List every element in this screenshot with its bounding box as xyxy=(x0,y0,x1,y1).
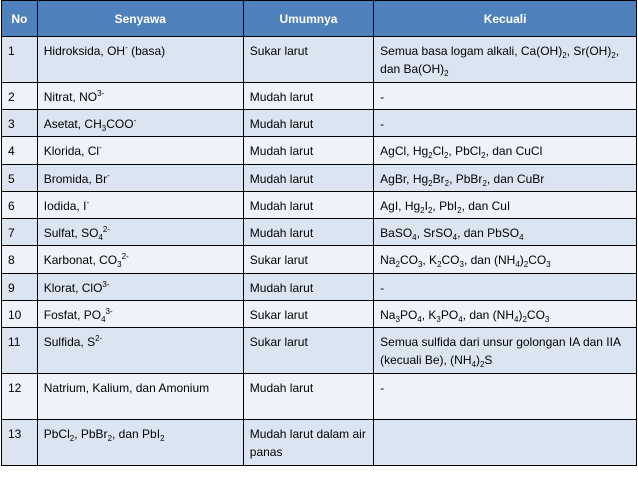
cell-umumnya: Mudah larut xyxy=(243,83,373,110)
table-row xyxy=(2,137,637,164)
cell-no: 4 xyxy=(2,137,38,164)
cell-senyawa: Sulfat, $SO_4^{2-}$ xyxy=(37,219,243,246)
cell-no: 8 xyxy=(2,246,38,273)
cell-kecuali: - xyxy=(374,83,637,110)
cell-senyawa: Natrium, Kalium, dan Amonium xyxy=(37,374,243,420)
cell-senyawa: Asetat, $CH_3COO^-$ xyxy=(37,110,243,137)
cell-kecuali: $Na_3PO_4$, $K_3PO_4$, dan $(NH_4)_2CO_3$ xyxy=(374,300,637,327)
cell-kecuali xyxy=(374,420,637,466)
cell-no: 12 xyxy=(2,374,38,420)
cell-kecuali: Semua basa logam alkali, $Ca(OH)_2$, $Sr(OH)_2$, dan $Ba(OH)_2$ xyxy=(374,37,637,83)
cell-no: 9 xyxy=(2,273,38,300)
cell-senyawa: Fosfat, $PO_4^{3-}$ xyxy=(37,300,243,327)
table-row xyxy=(2,164,637,191)
table-row xyxy=(2,300,637,327)
cell-senyawa: Iodida, I- xyxy=(37,191,243,218)
header-kecuali: Kecuali xyxy=(374,1,637,37)
header-umumnya: Umumnya xyxy=(243,1,373,37)
header-no: No xyxy=(2,1,38,37)
cell-senyawa: Klorat, ClO$^{3-}$ xyxy=(37,273,243,300)
cell-senyawa: Sulfida, $S^{2-}$ xyxy=(37,328,243,374)
cell-umumnya: Mudah larut xyxy=(243,110,373,137)
cell-kecuali: BaSO$_4$, SrSO$_4$, dan PbSO$_4$ xyxy=(374,219,637,246)
solubility-table xyxy=(1,0,637,466)
cell-kecuali: $Na_2CO_3$, $K_2CO_3$, dan $(NH_4)_2CO_3$ xyxy=(374,246,637,273)
table-row xyxy=(2,37,637,83)
cell-kecuali: - xyxy=(374,374,637,420)
cell-kecuali: Semua sulfida dari unsur golongan IA dan IIA (kecuali Be), $(NH_4)_2S$ xyxy=(374,328,637,374)
cell-umumnya: Sukar larut xyxy=(243,300,373,327)
table-row xyxy=(2,374,637,420)
table-row xyxy=(2,191,637,218)
cell-no: 11 xyxy=(2,328,38,374)
table-row xyxy=(2,219,637,246)
cell-umumnya: Mudah larut xyxy=(243,137,373,164)
cell-senyawa: Bromida, Br- xyxy=(37,164,243,191)
cell-umumnya: Sukar larut xyxy=(243,328,373,374)
cell-senyawa: Karbonat, $CO_3^{2-}$ xyxy=(37,246,243,273)
cell-umumnya: Mudah larut dalam air panas xyxy=(243,420,373,466)
cell-senyawa: Klorida, Cl- xyxy=(37,137,243,164)
table-row xyxy=(2,420,637,466)
cell-no: 10 xyxy=(2,300,38,327)
cell-umumnya: Mudah larut xyxy=(243,374,373,420)
cell-senyawa: PbCl$_2$, PbBr$_2$, dan PbI$_2$ xyxy=(37,420,243,466)
cell-umumnya: Mudah larut xyxy=(243,191,373,218)
cell-umumnya: Sukar larut xyxy=(243,37,373,83)
cell-no: 6 xyxy=(2,191,38,218)
cell-umumnya: Mudah larut xyxy=(243,219,373,246)
cell-kecuali: - xyxy=(374,110,637,137)
cell-umumnya: Mudah larut xyxy=(243,164,373,191)
cell-kecuali: AgBr, $Hg_2Br_2$, PbBr$_2$, dan CuBr xyxy=(374,164,637,191)
table-row xyxy=(2,246,637,273)
cell-no: 13 xyxy=(2,420,38,466)
cell-no: 5 xyxy=(2,164,38,191)
cell-kecuali: AgCl, $Hg_2Cl_2$, PbCl$_2$, dan CuCl xyxy=(374,137,637,164)
cell-kecuali: AgI, $Hg_2I_2$, PbI$_2$, dan CuI xyxy=(374,191,637,218)
header-row xyxy=(2,1,637,37)
cell-no: 2 xyxy=(2,83,38,110)
cell-kecuali: - xyxy=(374,273,637,300)
cell-senyawa: Nitrat, $NO^{3-}$ xyxy=(37,83,243,110)
table-row xyxy=(2,273,637,300)
cell-umumnya: Sukar larut xyxy=(243,246,373,273)
table-row xyxy=(2,328,637,374)
table-row xyxy=(2,83,637,110)
header-senyawa: Senyawa xyxy=(37,1,243,37)
table-row xyxy=(2,110,637,137)
cell-senyawa: Hidroksida, OH- (basa) xyxy=(37,37,243,83)
cell-no: 7 xyxy=(2,219,38,246)
cell-umumnya: Mudah larut xyxy=(243,273,373,300)
cell-no: 3 xyxy=(2,110,38,137)
cell-no: 1 xyxy=(2,37,38,83)
